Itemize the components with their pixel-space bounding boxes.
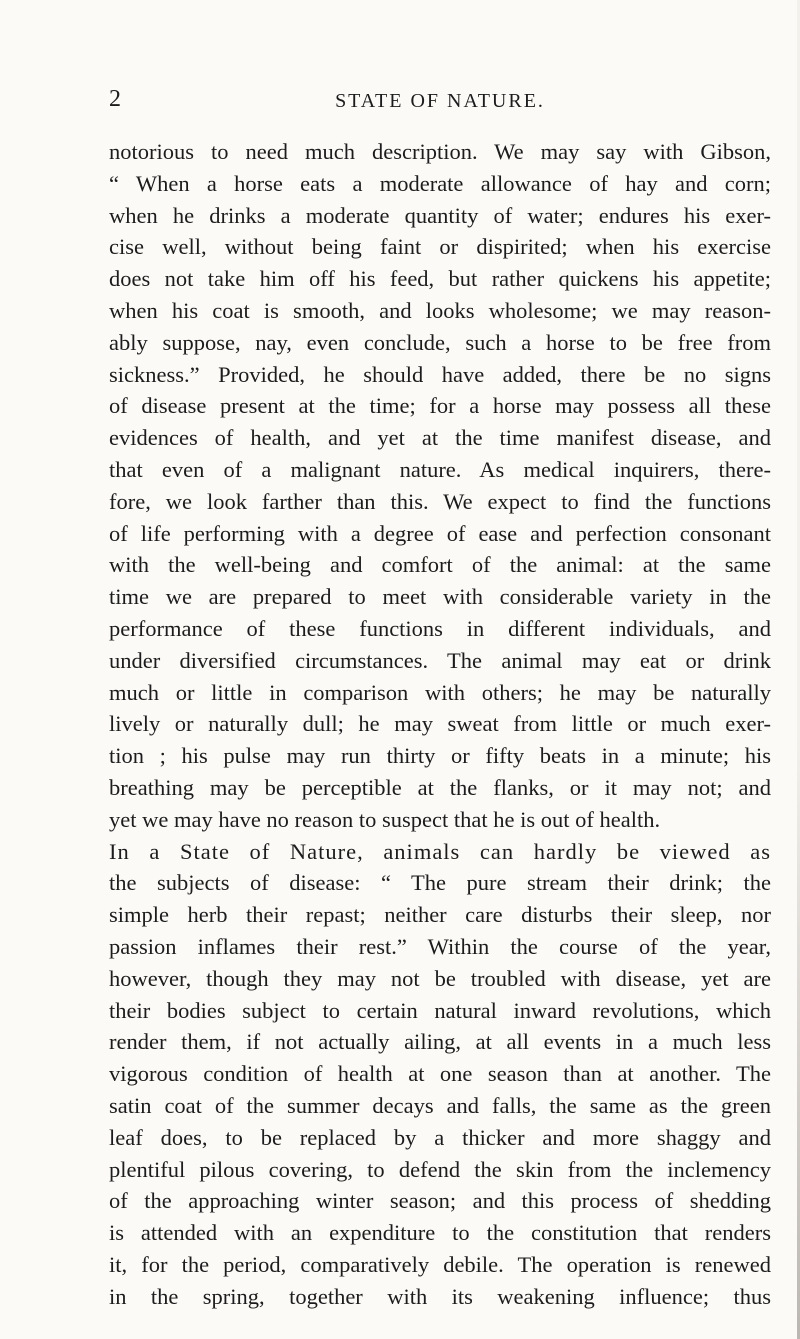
text-line: that even of a malignant nature. As medical inquirers, there- [109, 456, 771, 482]
text-line: simple herb their repast; neither care disturbs their sleep, nor [109, 902, 771, 928]
text-line: of disease present at the time; for a horse may possess all these [109, 393, 771, 419]
text-line: however, though they may not be troubled with disease, yet are [109, 965, 771, 991]
text-line: of life performing with a degree of ease and perfection consonant [109, 520, 771, 546]
text-line: with the well-being and comfort of the animal: at the same [109, 552, 771, 578]
running-head [109, 86, 771, 116]
text-line: time we are prepared to meet with considerable variety in the [109, 584, 771, 610]
text-line: yet we may have no reason to suspect that he is out of health. [109, 806, 661, 832]
text-line: their bodies subject to certain natural inward revolutions, which [109, 997, 771, 1023]
text-line: performance of these functions in different individuals, and [109, 615, 771, 641]
text-line: in the spring, together with its weakening influence; thus [109, 1283, 771, 1309]
text-line: cise well, without being faint or dispirited; when his exercise [109, 234, 771, 260]
text-line: under diversified circumstances. The animal may eat or drink [109, 647, 771, 673]
text-line: of the approaching winter season; and this process of shedding [109, 1188, 771, 1214]
text-line: tion ; his pulse may run thirty or fifty beats in a minute; his [109, 743, 771, 769]
text-line: passion inflames their rest.” Within the course of the year, [109, 933, 771, 959]
text-line: evidences of health, and yet at the time manifest disease, and [109, 425, 771, 451]
section-opening-line: In a State of Nature, animals can hardly be viewed as [109, 838, 771, 864]
text-line: breathing may be perceptible at the flanks, or it may not; and [109, 774, 771, 800]
text-line: notorious to need much description. We may say with Gibson, [109, 139, 771, 164]
text-line: does not take him off his feed, but rather quickens his appetite; [109, 266, 771, 292]
text-line: when his coat is smooth, and looks wholesome; we may reason- [109, 297, 771, 323]
text-line: leaf does, to be replaced by a thicker and more shaggy and [109, 1124, 771, 1150]
text-line: satin coat of the summer decays and falls, the same as the green [109, 1092, 771, 1118]
text-line: when he drinks a moderate quantity of water; endures his exer- [109, 202, 771, 228]
text-line: much or little in comparison with others; he may be naturally [109, 679, 771, 705]
text-line: sickness.” Provided, he should have added, there be no signs [109, 361, 771, 387]
text-line: it, for the period, comparatively debile. The operation is renewed [109, 1251, 771, 1277]
running-title: STATE OF NATURE. [335, 90, 545, 112]
text-line: ably suppose, nay, even conclude, such a horse to be free from [109, 329, 771, 355]
body-text [109, 136, 771, 1312]
text-line: is attended with an expenditure to the constitution that renders [109, 1220, 771, 1246]
text-line: fore, we look farther than this. We expect to find the functions [109, 488, 771, 514]
text-line: the subjects of disease: “ The pure stream their drink; the [109, 870, 771, 896]
text-line: vigorous condition of health at one season than at another. The [109, 1061, 771, 1087]
text-line: “ When a horse eats a moderate allowance of hay and corn; [109, 170, 771, 196]
text-line: lively or naturally dull; he may sweat from little or much exer- [109, 711, 771, 737]
page-number: 2 [109, 86, 122, 112]
text-line: plentiful pilous covering, to defend the skin from the inclemency [109, 1156, 771, 1182]
text-line: render them, if not actually ailing, at all events in a much less [109, 1029, 771, 1055]
